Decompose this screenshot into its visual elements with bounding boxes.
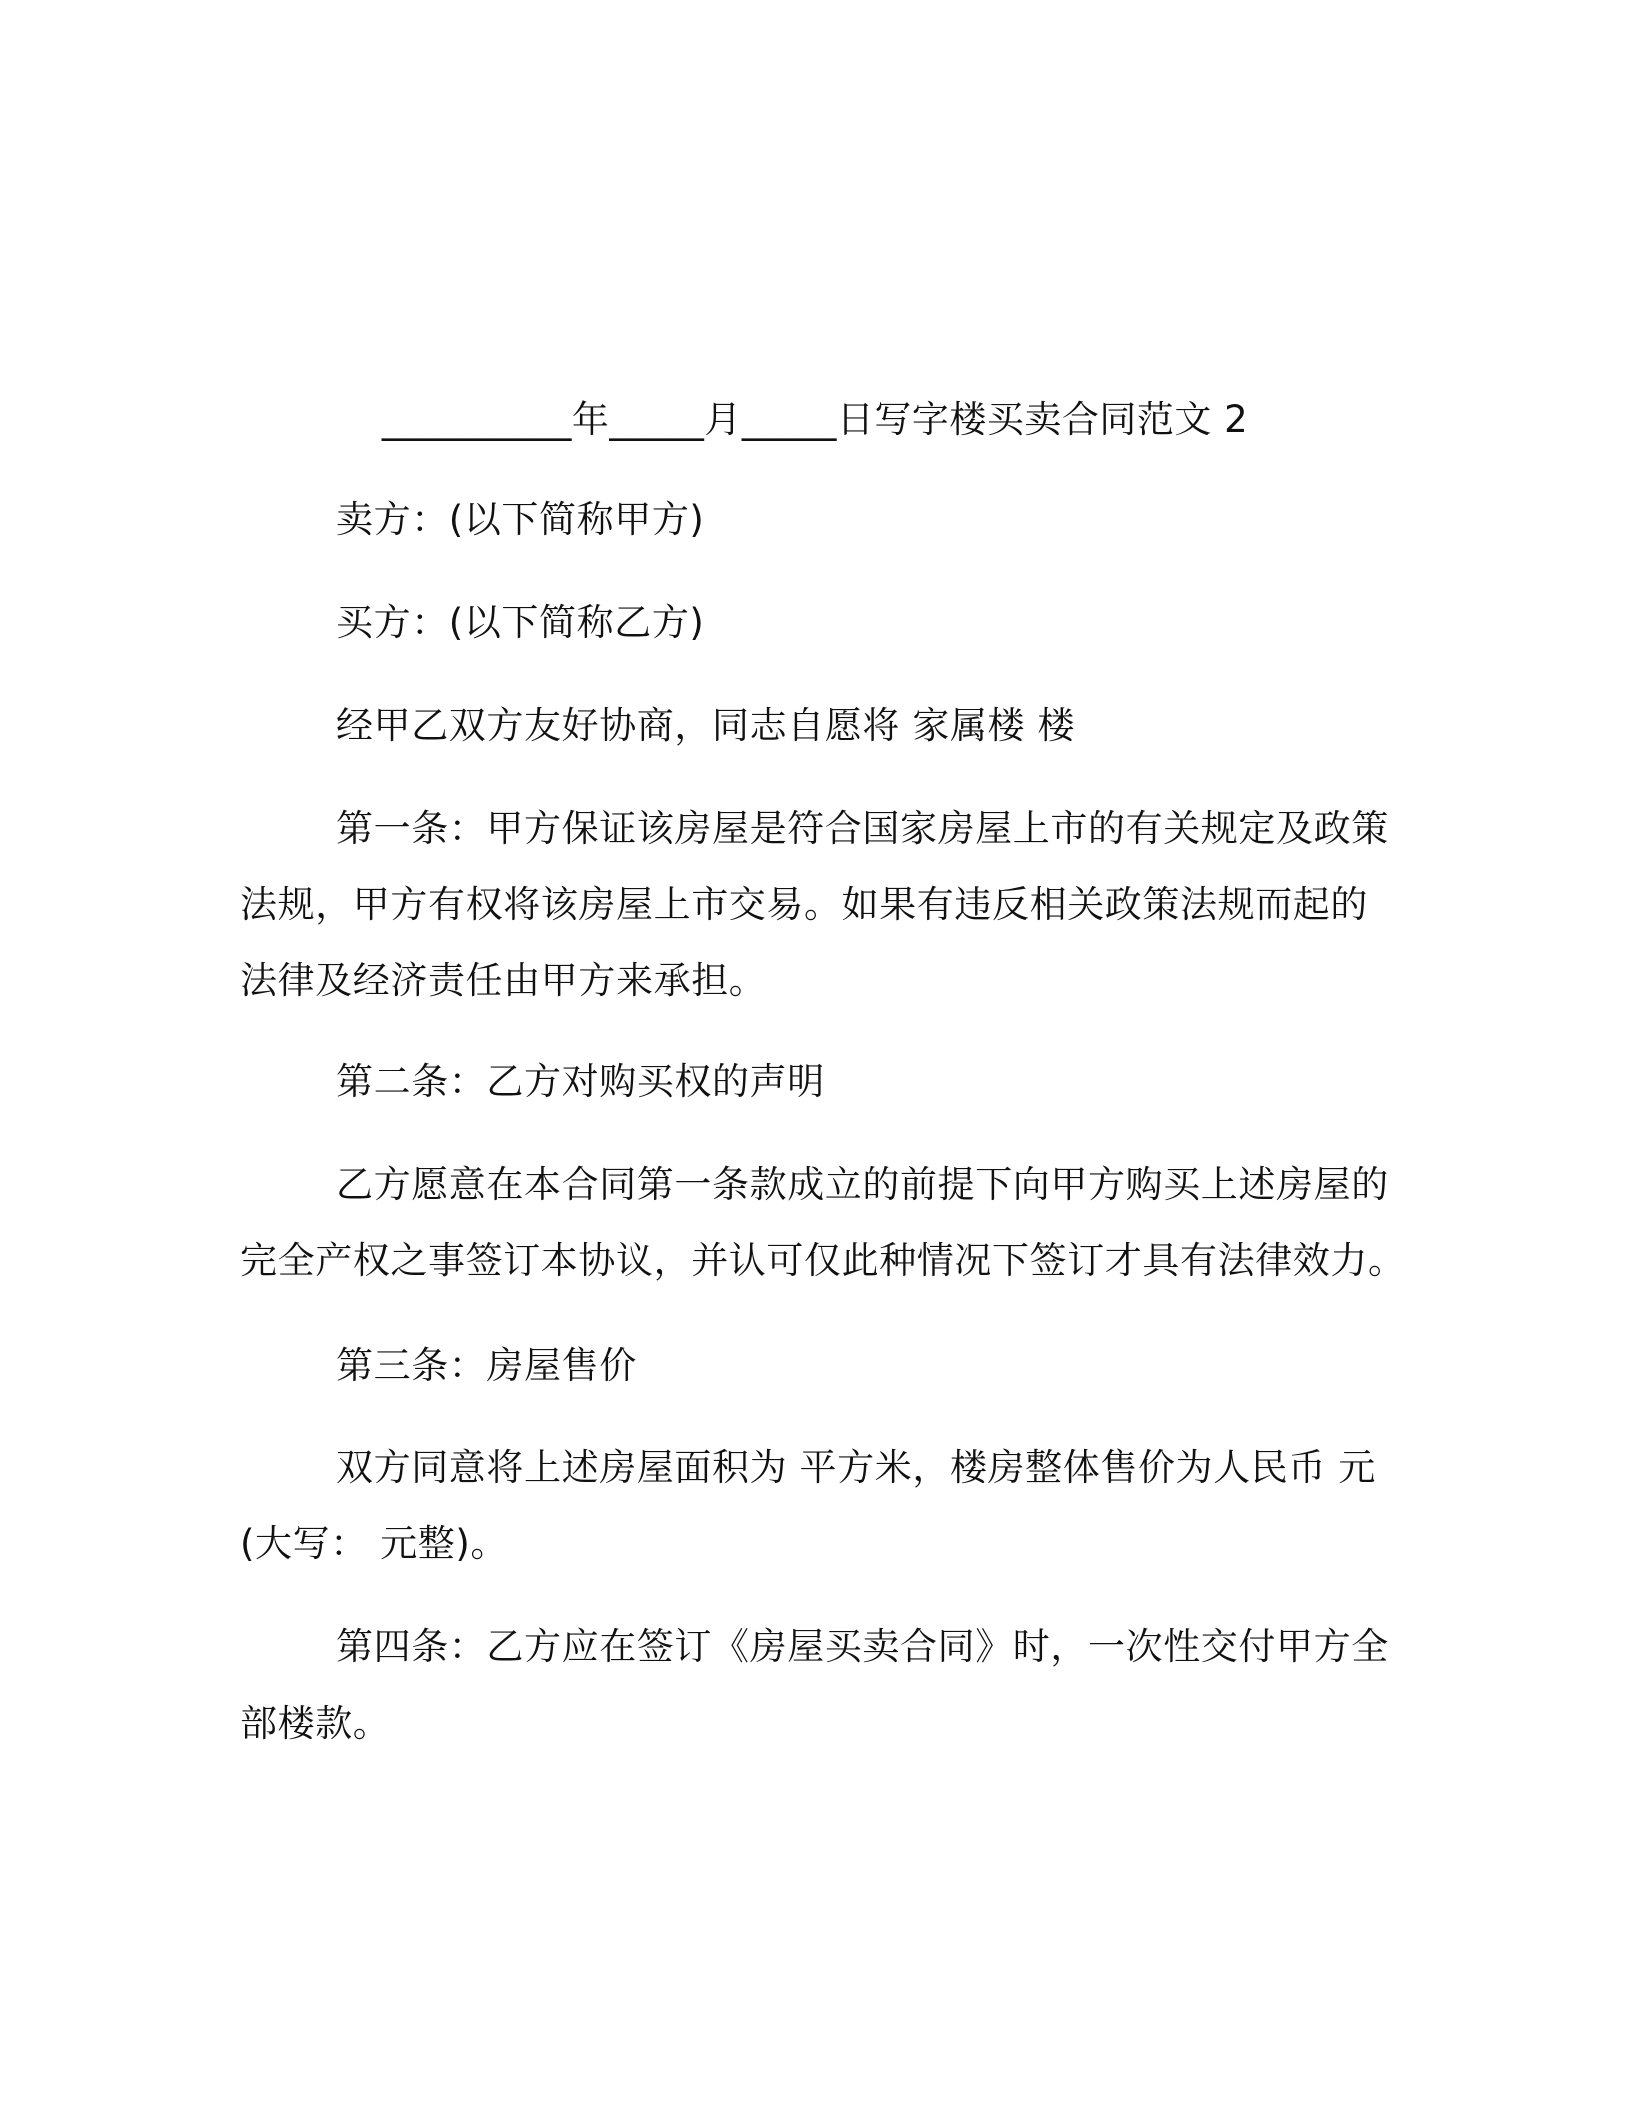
article-4-line-1: 第四条：乙方应在签订《房屋买卖合同》时，一次性交付甲方全 — [336, 1625, 1389, 1668]
article-2-heading: 第二条：乙方对购买权的声明 — [336, 1060, 825, 1103]
seller-line: 卖方：(以下简称甲方) — [336, 498, 705, 541]
article-4-line-2: 部楼款。 — [240, 1702, 391, 1745]
document-title: __________年_____月_____日写字楼买卖合同范文 2 — [381, 398, 1249, 441]
article-1-line-2: 法规，甲方有权将该房屋上市交易。如果有违反相关政策法规而起的 — [240, 883, 1368, 926]
article-1-line-1: 第一条：甲方保证该房屋是符合国家房屋上市的有关规定及政策 — [336, 807, 1389, 850]
article-3-line-2: (大写： 元整)。 — [240, 1522, 509, 1565]
article-2-line-1: 乙方愿意在本合同第一条款成立的前提下向甲方购买上述房屋的 — [336, 1163, 1389, 1206]
article-1-line-3: 法律及经济责任由甲方来承担。 — [240, 959, 767, 1002]
article-2-line-2: 完全产权之事签订本协议，并认可仅此种情况下签订才具有法律效力。 — [240, 1239, 1406, 1282]
intro-line: 经甲乙双方友好协商，同志自愿将 家属楼 楼 — [336, 704, 1076, 747]
buyer-line: 买方：(以下简称乙方) — [336, 601, 705, 644]
article-3-heading: 第三条：房屋售价 — [336, 1344, 637, 1387]
article-3-line-1: 双方同意将上述房屋面积为 平方米，楼房整体售价为人民币 元 — [336, 1446, 1376, 1489]
